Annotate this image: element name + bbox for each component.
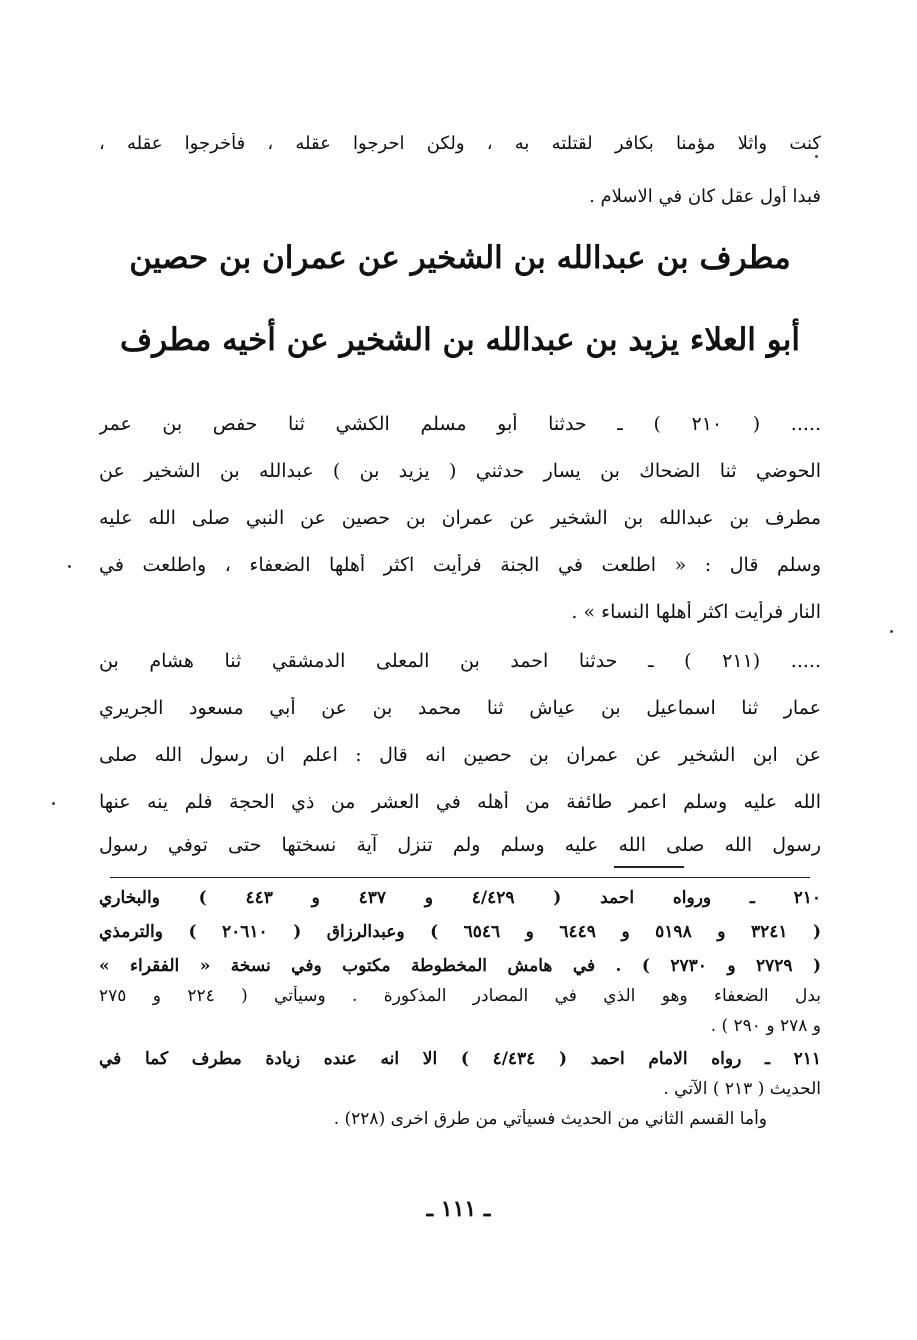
intro-line-2: فبدا أول عقل كان في الاسلام . (589, 186, 821, 207)
footnote-line-4: بدل الضعفاء وهو الذي في المصادر المذكورة . وسيأتي ( ٢٢٤ و ٢٧٥ (99, 986, 821, 1006)
footnote-line-8: وأما القسم الثاني من الحديث فسيأتي من طرق اخرى (٢٢٨) . (333, 1109, 767, 1129)
footnote-line-5: و ٢٧٨ و ٢٩٠ ) . (710, 1016, 821, 1036)
scan-speck (890, 630, 893, 633)
hadith-211-line-5: رسول الله صلى الله عليه وسلم ولم تنزل آية نسختها حتى توفي رسول (99, 834, 821, 856)
page-number: ـ ١١١ ـ (426, 1196, 491, 1222)
scan-speck (68, 565, 71, 568)
hadith-211-line-1: ..... (٢١١ ) ـ حدثنا احمد بن المعلى الدمشقي ثنا هشام بن (99, 650, 821, 672)
hadith-210-line-3: مطرف بن عبدالله بن الشخير عن عمران بن حصين عن النبي صلى الله عليه (99, 507, 821, 529)
hadith-210-line-1: ..... ( ٢١٠ ) ـ حدثنا أبو مسلم الكشي ثنا حفص بن عمر (99, 413, 821, 435)
hadith-210-line-4: وسلم قال : « اطلعت في الجنة فرأيت اكثر أهلها الضعفاء ، واطلعت في (99, 554, 821, 576)
footnote-separator (110, 877, 810, 878)
footnote-line-3: ( ٢٧٢٩ و ٢٧٣٠ ) . في هامش المخطوطة مكتوب وفي نسخة « الفقراء » (99, 956, 821, 976)
footnote-separator-short (614, 866, 684, 868)
footnote-line-2: ( ٣٢٤١ و ٥١٩٨ و ٦٤٤٩ و ٦٥٤٦ ) وعبدالرزاق ( ٢٠٦١٠ ) والترمذي (99, 922, 821, 942)
hadith-210-line-2: الحوضي ثنا الضحاك بن يسار حدثني ( يزيد بن ) عبدالله بن الشخير عن (99, 460, 821, 482)
section-heading-2: أبو العلاء يزيد بن عبدالله بن الشخير عن أخيه مطرف (120, 322, 800, 358)
footnote-line-7: الحديث ( ٢١٣ ) الآتي . (663, 1079, 821, 1099)
hadith-211-line-3: عن ابن الشخير عن عمران بن حصين انه قال : اعلم ان رسول الله صلى (99, 744, 821, 766)
intro-line-1: كنت واثلا مؤمنا بكافر لقتلته به ، ولكن احرجوا عقله ، فأخرجوا عقله ، (99, 133, 821, 154)
footnote-line-6: ٢١١ ـ رواه الامام احمد ( ٤/٤٣٤ ) الا انه عنده زيادة مطرف كما في (99, 1049, 821, 1069)
section-heading-1: مطرف بن عبدالله بن الشخير عن عمران بن حصين (129, 240, 791, 276)
hadith-210-line-5: النار فرأيت اكثر أهلها النساء » . (571, 601, 821, 623)
hadith-211-line-4: الله عليه وسلم اعمر طائفة من أهله في العشر من ذي الحجة فلم ينه عنها (99, 791, 821, 813)
hadith-211-line-2: عمار ثنا اسماعيل بن عياش ثنا محمد بن عن أبي مسعود الجريري (99, 697, 821, 719)
scan-speck (815, 155, 818, 158)
scan-speck (52, 802, 55, 805)
footnote-line-1: ٢١٠ ـ ورواه احمد ( ٤/٤٢٩ و ٤٣٧ و ٤٤٣ ) والبخاري (99, 888, 821, 908)
